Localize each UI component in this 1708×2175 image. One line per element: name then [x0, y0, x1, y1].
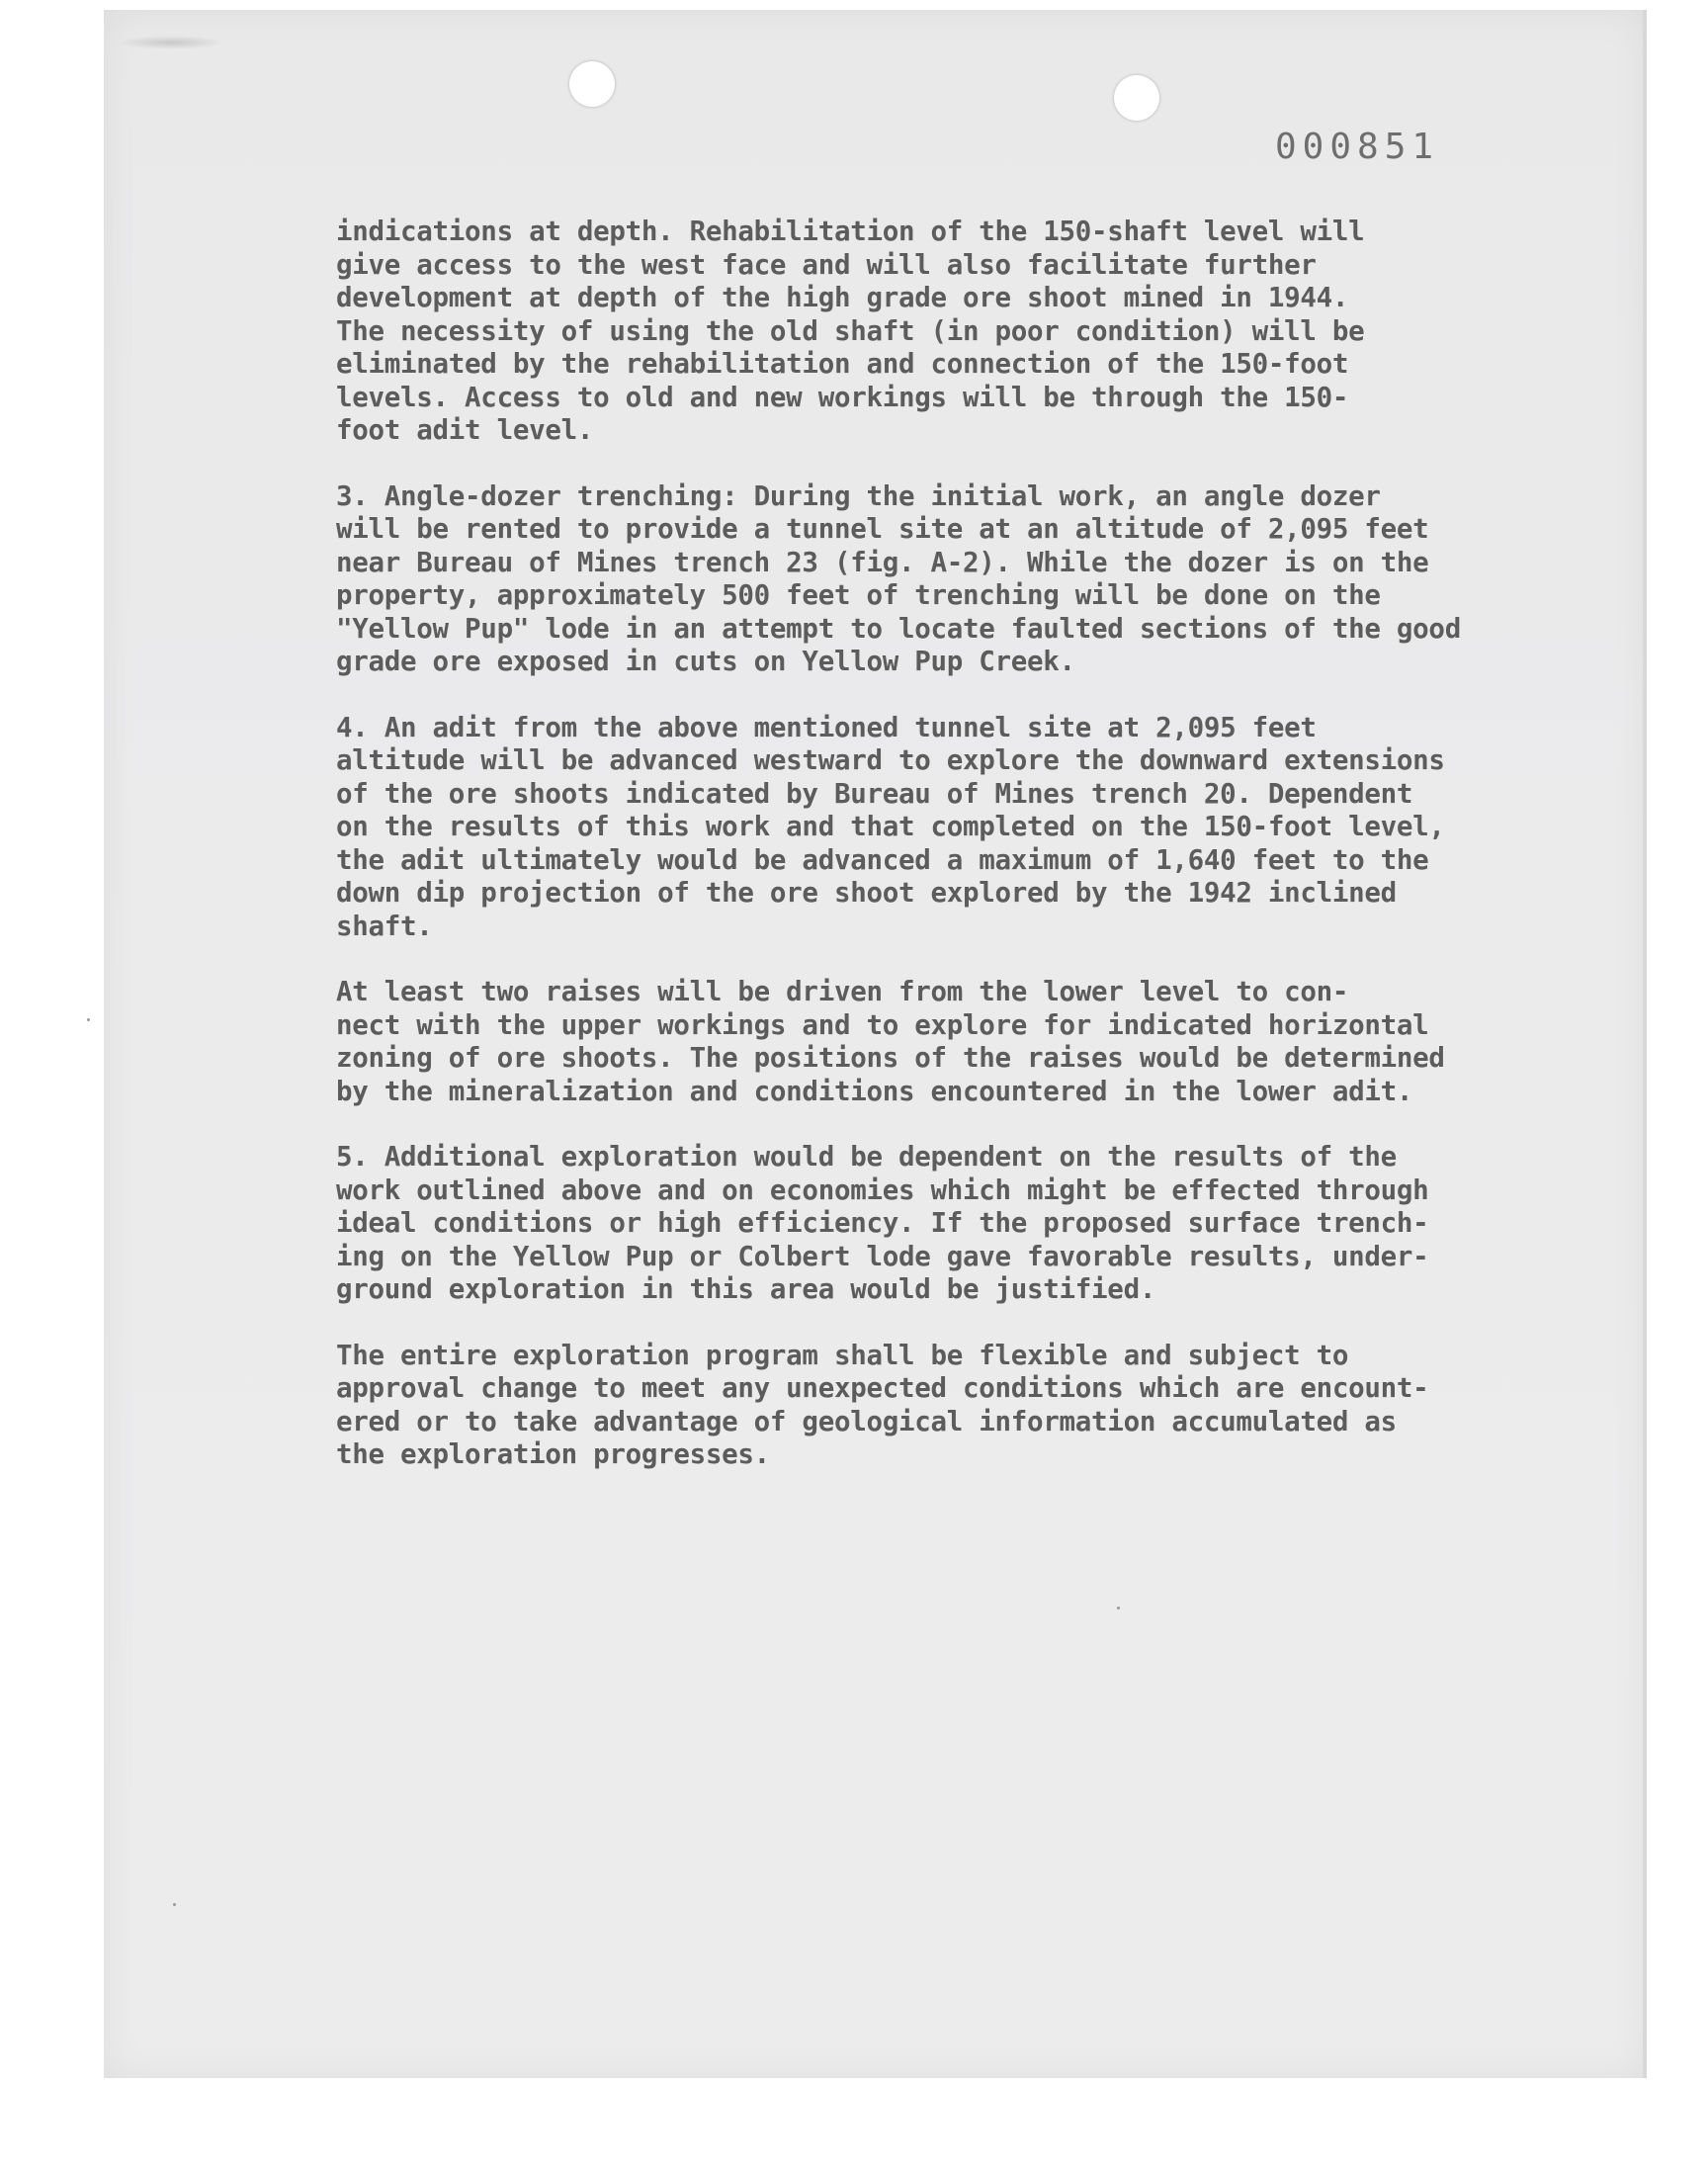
- document-body: [336, 216, 1497, 1505]
- scan-speck: [1117, 1607, 1120, 1610]
- document-number: 000851: [1275, 127, 1440, 167]
- scan-speck: [173, 1903, 176, 1906]
- paragraph-program: The entire exploration program shall be flexible and subject to approval change to meet any unexpected conditions which are encount- ered or to take advantage of geological information accumulated as the exploration progresses.: [336, 1339, 1429, 1470]
- paragraph-item-3: 3. Angle-dozer trenching: During the initial work, an angle dozer will be rented to provide a tunnel site at an altitude of 2,095 feet near Bureau of Mines trench 23 (fig. A-2). While the dozer is on the property, approximately 500 feet of trenching will be done on the "Yellow Pup" lode in an attempt to locate faulted sections of the good grade ore exposed in cuts on Yellow Pup Creek.: [336, 479, 1461, 677]
- scan-speck: [87, 1018, 90, 1021]
- punch-hole-right: [1114, 75, 1159, 121]
- paragraph-item-5: 5. Additional exploration would be dependent on the results of the work outlined above and on economies which might be effected through ideal conditions or high efficiency. If the proposed surface trench- ing on the Yellow Pup or Colbert lode gave favorable results, under- ground exploration in this area would be justified.: [336, 1141, 1429, 1305]
- punch-hole-left: [569, 61, 615, 107]
- paragraph-raises: At least two raises will be driven from the lower level to con- nect with the upper workings and to explore for indicated horizontal zoning of ore shoots. The positions of the raises would be determined by the mineralization and conditions encountered in the lower adit.: [336, 976, 1445, 1107]
- paragraph-item-4: 4. An adit from the above mentioned tunnel site at 2,095 feet altitude will be advanced westward to explore the downward extensions of the ore shoots indicated by Bureau of Mines trench 20. Dependent on the results of this work and that completed on the 150-foot level, the adit ultimately would be advanced a maximum of 1,640 feet to the down dip projection of the ore shoot explored by the 1942 inclined shaft.: [336, 711, 1445, 942]
- paragraph-continuation: indications at depth. Rehabilitation of the 150-shaft level will give access to the west face and will also facilitate further development at depth of the high grade ore shoot mined in 1944. The necessity of using the old shaft (in poor condition) will be eliminated by the rehabilitation and connection of the 150-foot levels. Access to old and new workings will be through the 150- foot adit level.: [336, 216, 1365, 446]
- page-smudge: [117, 36, 225, 49]
- page-edge: [1643, 10, 1647, 2078]
